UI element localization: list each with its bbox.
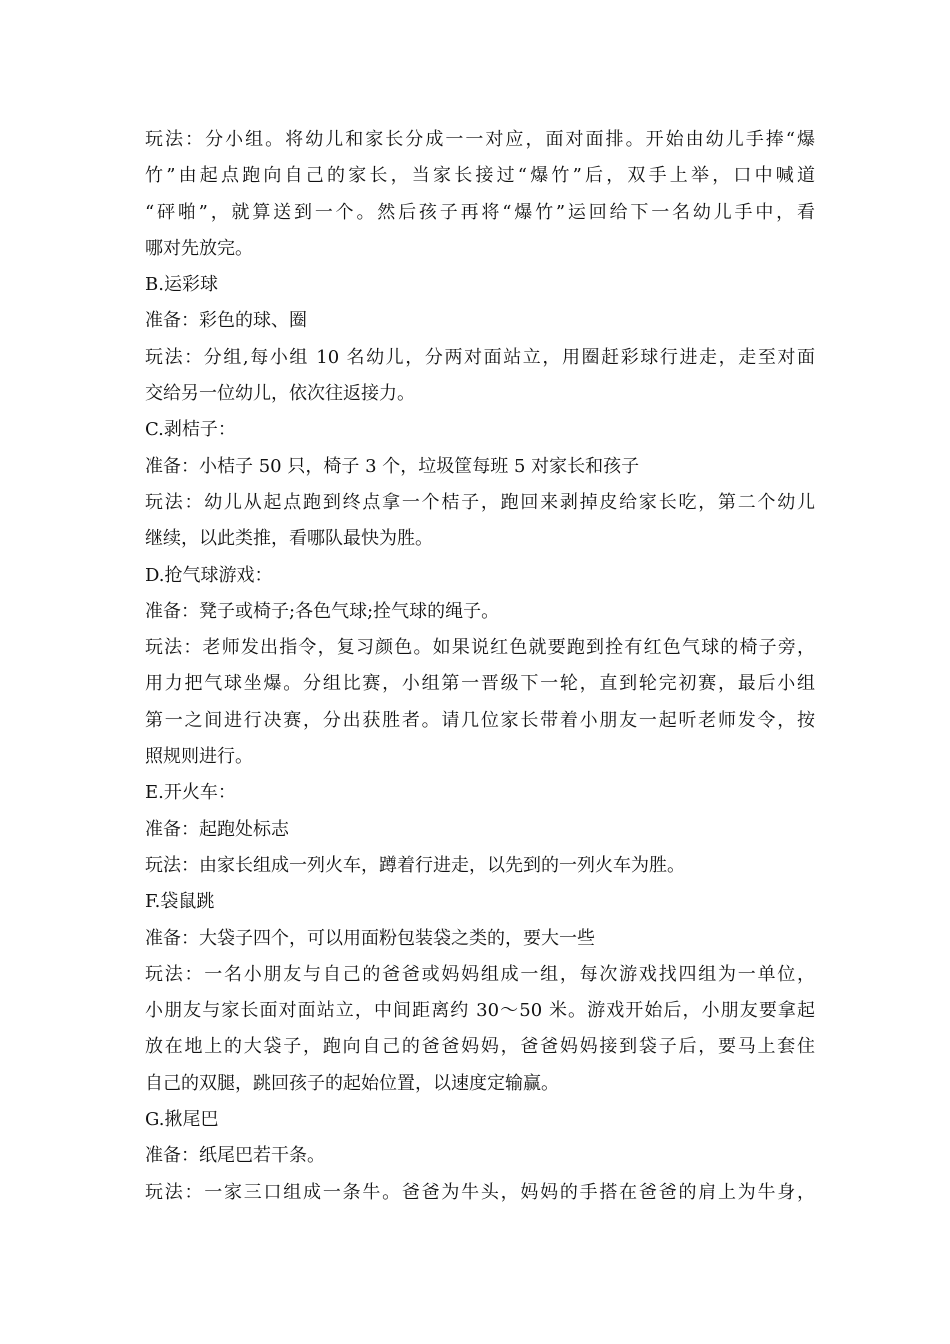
section-heading: B.运彩球: [145, 274, 218, 296]
section-heading: D.抢气球游戏：: [145, 564, 273, 586]
text-line: 竹”由起点跑向自己的家长，当家长接过“爆竹”后，双手上举，口中喊道: [145, 165, 815, 187]
text-line: 继续，以此类推，看哪队最快为胜。: [145, 528, 433, 550]
text-line: 玩法：分组,每小组 10 名幼儿，分两对面站立，用圈赶彩球行进走，走至对面: [145, 346, 815, 368]
text-line: 准备：小桔子 50 只，椅子 3 个，垃圾筐每班 5 对家长和孩子: [145, 455, 640, 477]
document-body: [145, 122, 815, 1211]
section-heading: E.开火车：: [145, 782, 236, 804]
text-line: 放在地上的大袋子，跑向自己的爸爸妈妈，爸爸妈妈接到袋子后，要马上套住: [145, 1036, 815, 1058]
text-line: 玩法：一名小朋友与自己的爸爸或妈妈组成一组，每次游戏找四组为一单位，: [145, 963, 815, 985]
text-line: 照规则进行。: [145, 746, 253, 768]
text-line: 准备：彩色的球、圈: [145, 310, 307, 332]
section-heading: F.袋鼠跳: [145, 891, 215, 913]
text-line: 用力把气球坐爆。分组比赛，小组第一晋级下一轮，直到轮完初赛，最后小组: [145, 673, 815, 695]
text-line: 第一之间进行决赛，分出获胜者。请几位家长带着小朋友一起听老师发令，按: [145, 709, 815, 731]
text-line: 准备：纸尾巴若干条。: [145, 1145, 325, 1167]
text-line: 准备：大袋子四个，可以用面粉包装袋之类的，要大一些: [145, 927, 595, 949]
text-line: 玩法：老师发出指令，复习颜色。如果说红色就要跑到拴有红色气球的椅子旁，: [145, 637, 815, 659]
text-line: 自己的双腿，跳回孩子的起始位置，以速度定输赢。: [145, 1072, 559, 1094]
text-line: 交给另一位幼儿，依次往返接力。: [145, 383, 415, 405]
text-line: 玩法：分小组。将幼儿和家长分成一一对应，面对面排。开始由幼儿手捧“爆: [145, 129, 815, 150]
text-line: 玩法：一家三口组成一条牛。爸爸为牛头，妈妈的手搭在爸爸的肩上为牛身，: [145, 1181, 815, 1203]
text-line: 准备：起跑处标志: [145, 818, 289, 840]
section-heading: G.揪尾巴: [145, 1109, 219, 1131]
section-heading: C.剥桔子：: [145, 419, 236, 441]
text-line: 玩法：幼儿从起点跑到终点拿一个桔子，跑回来剥掉皮给家长吃，第二个幼儿: [145, 491, 815, 513]
text-line: 哪对先放完。: [145, 237, 253, 259]
text-line: “砰啪”，就算送到一个。然后孩子再将“爆竹”运回给下一名幼儿手中，看: [145, 201, 815, 223]
text-line: 小朋友与家长面对面站立，中间距离约 30～50 米。游戏开始后，小朋友要拿起: [145, 1000, 815, 1022]
text-line: 准备：凳子或椅子;各色气球;拴气球的绳子。: [145, 600, 500, 622]
text-line: 玩法：由家长组成一列火车，蹲着行进走，以先到的一列火车为胜。: [145, 854, 685, 876]
